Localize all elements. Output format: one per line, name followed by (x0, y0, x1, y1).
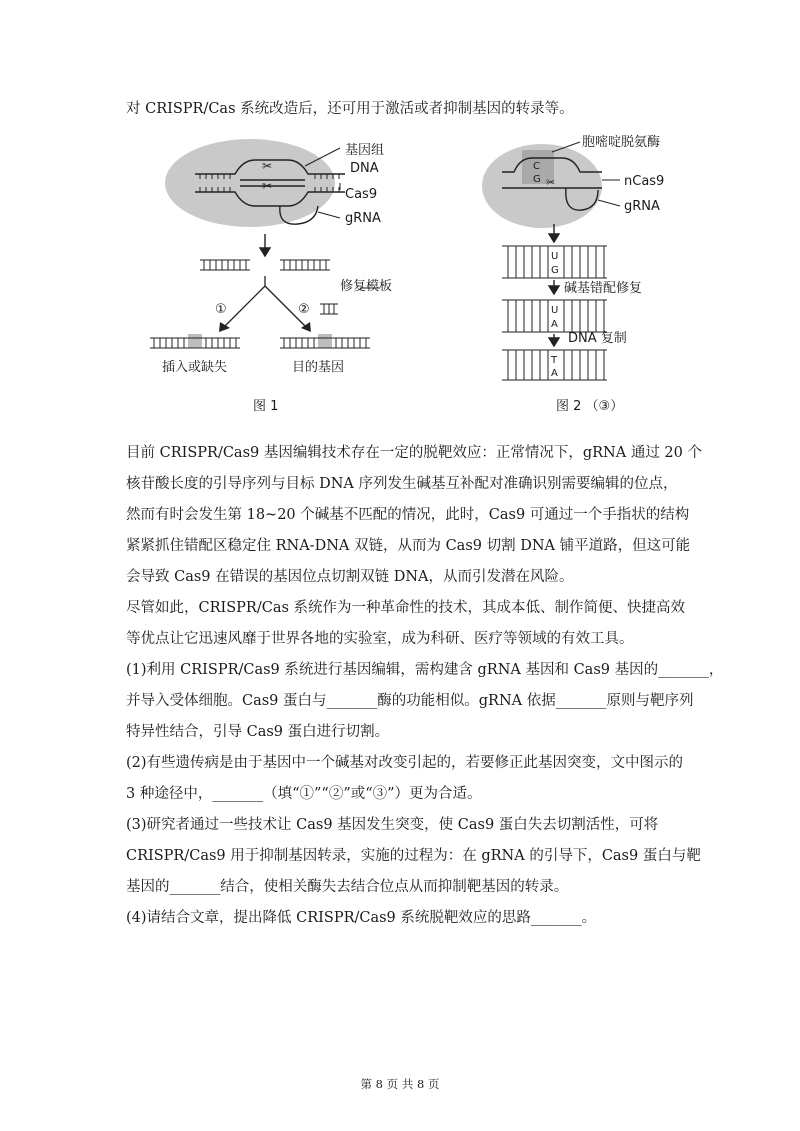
question-3-line: CRISPR/Cas9 用于抑制基因转录，实施的过程为：在 gRNA 的引导下，Cas9 蛋白与靶 (126, 848, 701, 864)
scissors-icon: ✂ (262, 159, 273, 173)
question-4-line: (4)请结合文章，提出降低 CRISPR/Cas9 系统脱靶效应的思路_______。 (126, 910, 597, 926)
scissors-icon: ✂ (262, 179, 273, 193)
label-enzyme: 胞嘧啶脱氨酶 (582, 135, 661, 150)
template-fragment (320, 304, 338, 314)
label-dna: DNA (350, 161, 379, 176)
paragraph-2-line: 等优点让它迅速风靡于世界各地的实验室，成为科研、医疗等领域的有效工具。 (126, 631, 634, 647)
scissors-icon: ✂ (546, 176, 556, 189)
question-2-line: (2)有些遗传病是由于基因中一个碱基对改变引起的，若要修正此基因突变，文中图示的 (126, 755, 684, 771)
label-insert-deletion: 插入或缺失 (162, 360, 228, 375)
label-template-visible: 修复模板 (340, 279, 393, 294)
label-ncas9: nCas9 (624, 174, 665, 189)
down-arrow-icon (549, 334, 559, 346)
figure-1 (140, 128, 440, 418)
letter-u-2: U (551, 305, 559, 316)
cut-dna (200, 260, 330, 270)
figure-1-caption: 图 1 (253, 399, 279, 414)
figure-2 (482, 128, 702, 418)
label-cas9: Cas9 (345, 187, 378, 202)
down-arrow-icon (260, 234, 270, 256)
result-insert-deletion (150, 334, 240, 348)
letter-c: C (533, 161, 540, 172)
question-3-line: 基因的_______结合，使相关酶失去结合位点从而抑制靶基因的转录。 (126, 879, 569, 895)
question-1-line: 特异性结合，引导 Cas9 蛋白进行切割。 (126, 724, 390, 740)
letter-a: A (551, 319, 558, 330)
label-grna-2: gRNA (624, 199, 660, 214)
letter-g: G (533, 174, 541, 185)
label-dna-copy: DNA 复制 (568, 331, 627, 346)
paragraph-1-line: 目前 CRISPR/Cas9 基因编辑技术存在一定的脱靶效应：正常情况下，gRNA 通过 20 个 (126, 445, 702, 461)
letter-t: T (551, 355, 558, 366)
paragraph-1-line: 然而有时会发生第 18~20 个碱基不匹配的情况，此时，Cas9 可通过一个手指状的结构 (126, 507, 690, 523)
question-2-line: 3 种途径中，_______（填“①”“②”或“③”）更为合适。 (126, 786, 482, 802)
paragraph-2-line: 尽管如此，CRISPR/Cas 系统作为一种革命性的技术，其成本低、制作简便、快捷高效 (126, 600, 686, 616)
label-target-gene: 目的基因 (292, 360, 345, 375)
result-target-gene (280, 334, 370, 348)
circle-1: ① (215, 302, 227, 317)
letter-u: U (551, 251, 559, 262)
cas9-protein-blob (165, 139, 335, 227)
question-1-line: 并导入受体细胞。Cas9 蛋白与_______酶的功能相似。gRNA 依据_______原则与靶序列 (126, 693, 694, 709)
label-genome: 基因组 (345, 143, 385, 158)
figure-2-caption: 图 2 （③） (556, 399, 624, 414)
paragraph-1-line: 紧紧抓住错配区稳定住 RNA-DNA 双链，从而为 Cas9 切割 DNA 铺平道路，但这可能 (126, 538, 691, 554)
page-footer: 第 8 页 共 8 页 (360, 1077, 440, 1091)
question-3-line: (3)研究者通过一些技术让 Cas9 基因发生突变，使 Cas9 蛋白失去切割活性，可将 (126, 817, 659, 833)
letter-g-2: G (551, 265, 559, 276)
letter-a-2: A (551, 368, 558, 379)
down-arrow-icon (549, 280, 559, 294)
intro-line: 对 CRISPR/Cas 系统改造后，还可用于激活或者抑制基因的转录等。 (126, 101, 574, 117)
circle-2: ② (298, 302, 310, 317)
question-1-line: (1)利用 CRISPR/Cas9 系统进行基因编辑，需构建含 gRNA 基因和 Cas9 基因的_______， (126, 662, 724, 678)
label-mismatch-repair: 碱基错配修复 (564, 281, 643, 296)
label-grna: gRNA (345, 211, 381, 226)
paragraph-1-line: 会导致 Cas9 在错误的基因位点切割双链 DNA，从而引发潜在风险。 (126, 569, 574, 585)
paragraph-1-line: 核苷酸长度的引导序列与目标 DNA 序列发生碱基互补配对准确识别需要编辑的位点， (126, 476, 678, 492)
